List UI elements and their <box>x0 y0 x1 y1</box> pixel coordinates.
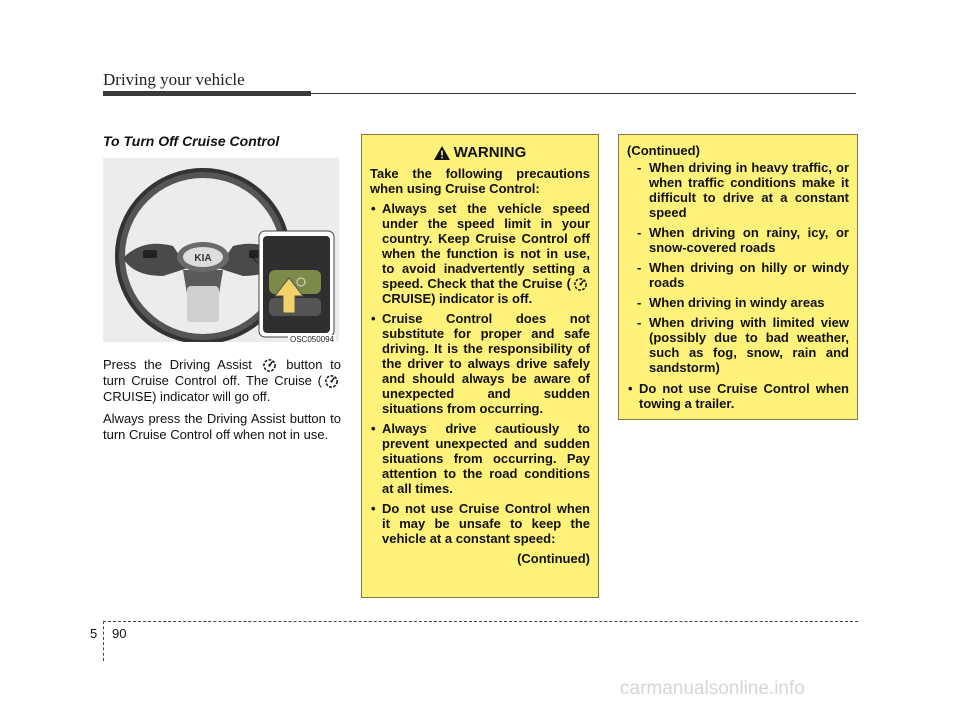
warning-list <box>370 201 590 546</box>
warning-heading-text: WARNING <box>453 144 527 161</box>
steering-wheel-figure <box>103 158 339 342</box>
warning-box <box>361 134 599 598</box>
warning-triangle-icon <box>434 146 450 160</box>
cruise-icon <box>324 373 339 388</box>
figure-code: OSC050094 <box>290 335 335 344</box>
running-header: Driving your vehicle <box>103 70 245 89</box>
continued-box <box>618 134 858 420</box>
list-item <box>370 201 590 306</box>
continued-label: (Continued) <box>517 551 590 566</box>
list-item: • Cruise Control does not substitute for proper and safe driving. It is the responsibility of the driver to always drive safely and should always be aware of unexpected and sudden situations from occurring. <box>370 311 590 416</box>
header-rule <box>311 93 856 94</box>
header-bar <box>103 91 311 96</box>
cruise-icon <box>262 357 277 372</box>
warning-intro: Take the following precautions when using Cruise Control: <box>370 166 590 196</box>
steering-wheel-illustration <box>103 158 339 342</box>
list-item: • Do not use Cruise Control when towing a trailer. <box>627 381 849 411</box>
body-paragraph <box>103 357 341 405</box>
svg-text:KIA: KIA <box>194 253 212 264</box>
list-item: • Always drive cautiously to prevent unexpected and sudden situations from occurring. Pay attention to the road conditions at all times. <box>370 421 590 496</box>
body-text <box>103 357 341 449</box>
body-text-part: CRUISE) indicator will go off. <box>103 389 271 404</box>
body-text-part: Press the Driving Assist <box>103 357 252 372</box>
list-item: - When driving with limited view (possibly due to bad weather, such as fog, snow, rain and sandstorm) <box>627 315 849 375</box>
list-item: - When driving on hilly or windy roads <box>627 260 849 290</box>
footer-divider <box>103 621 104 661</box>
warning-heading <box>370 145 590 160</box>
conditions-list <box>627 160 849 375</box>
page-number: 90 <box>112 626 127 641</box>
body-text-part: button to turn Cruise Control off. The Cruise ( <box>103 357 341 388</box>
watermark: carmanualsonline.info <box>620 678 805 699</box>
list-item: - When driving in windy areas <box>627 295 849 310</box>
list-item: - When driving on rainy, icy, or snow-covered roads <box>627 225 849 255</box>
trailer-list <box>627 381 849 411</box>
cruise-icon <box>573 276 588 291</box>
continued-heading: (Continued) <box>627 143 700 158</box>
chapter-number: 5 <box>90 626 98 641</box>
list-item-text: Always set the vehicle speed under the speed limit in your country. Keep Cruise Control off when the function is not in use, to avoid inadvertently setting a speed. Check that the Cruise ( <box>382 201 590 291</box>
footer-rule <box>103 621 858 622</box>
list-item-text: CRUISE) indicator is off. <box>382 291 533 306</box>
list-item: • Do not use Cruise Control when it may be unsafe to keep the vehicle at a constant speed: <box>370 501 590 546</box>
section-title: To Turn Off Cruise Control <box>103 133 280 149</box>
body-paragraph: Always press the Driving Assist button to turn Cruise Control off when not in use. <box>103 411 341 442</box>
list-item: - When driving in heavy traffic, or when traffic conditions make it difficult to drive at a constant speed <box>627 160 849 220</box>
